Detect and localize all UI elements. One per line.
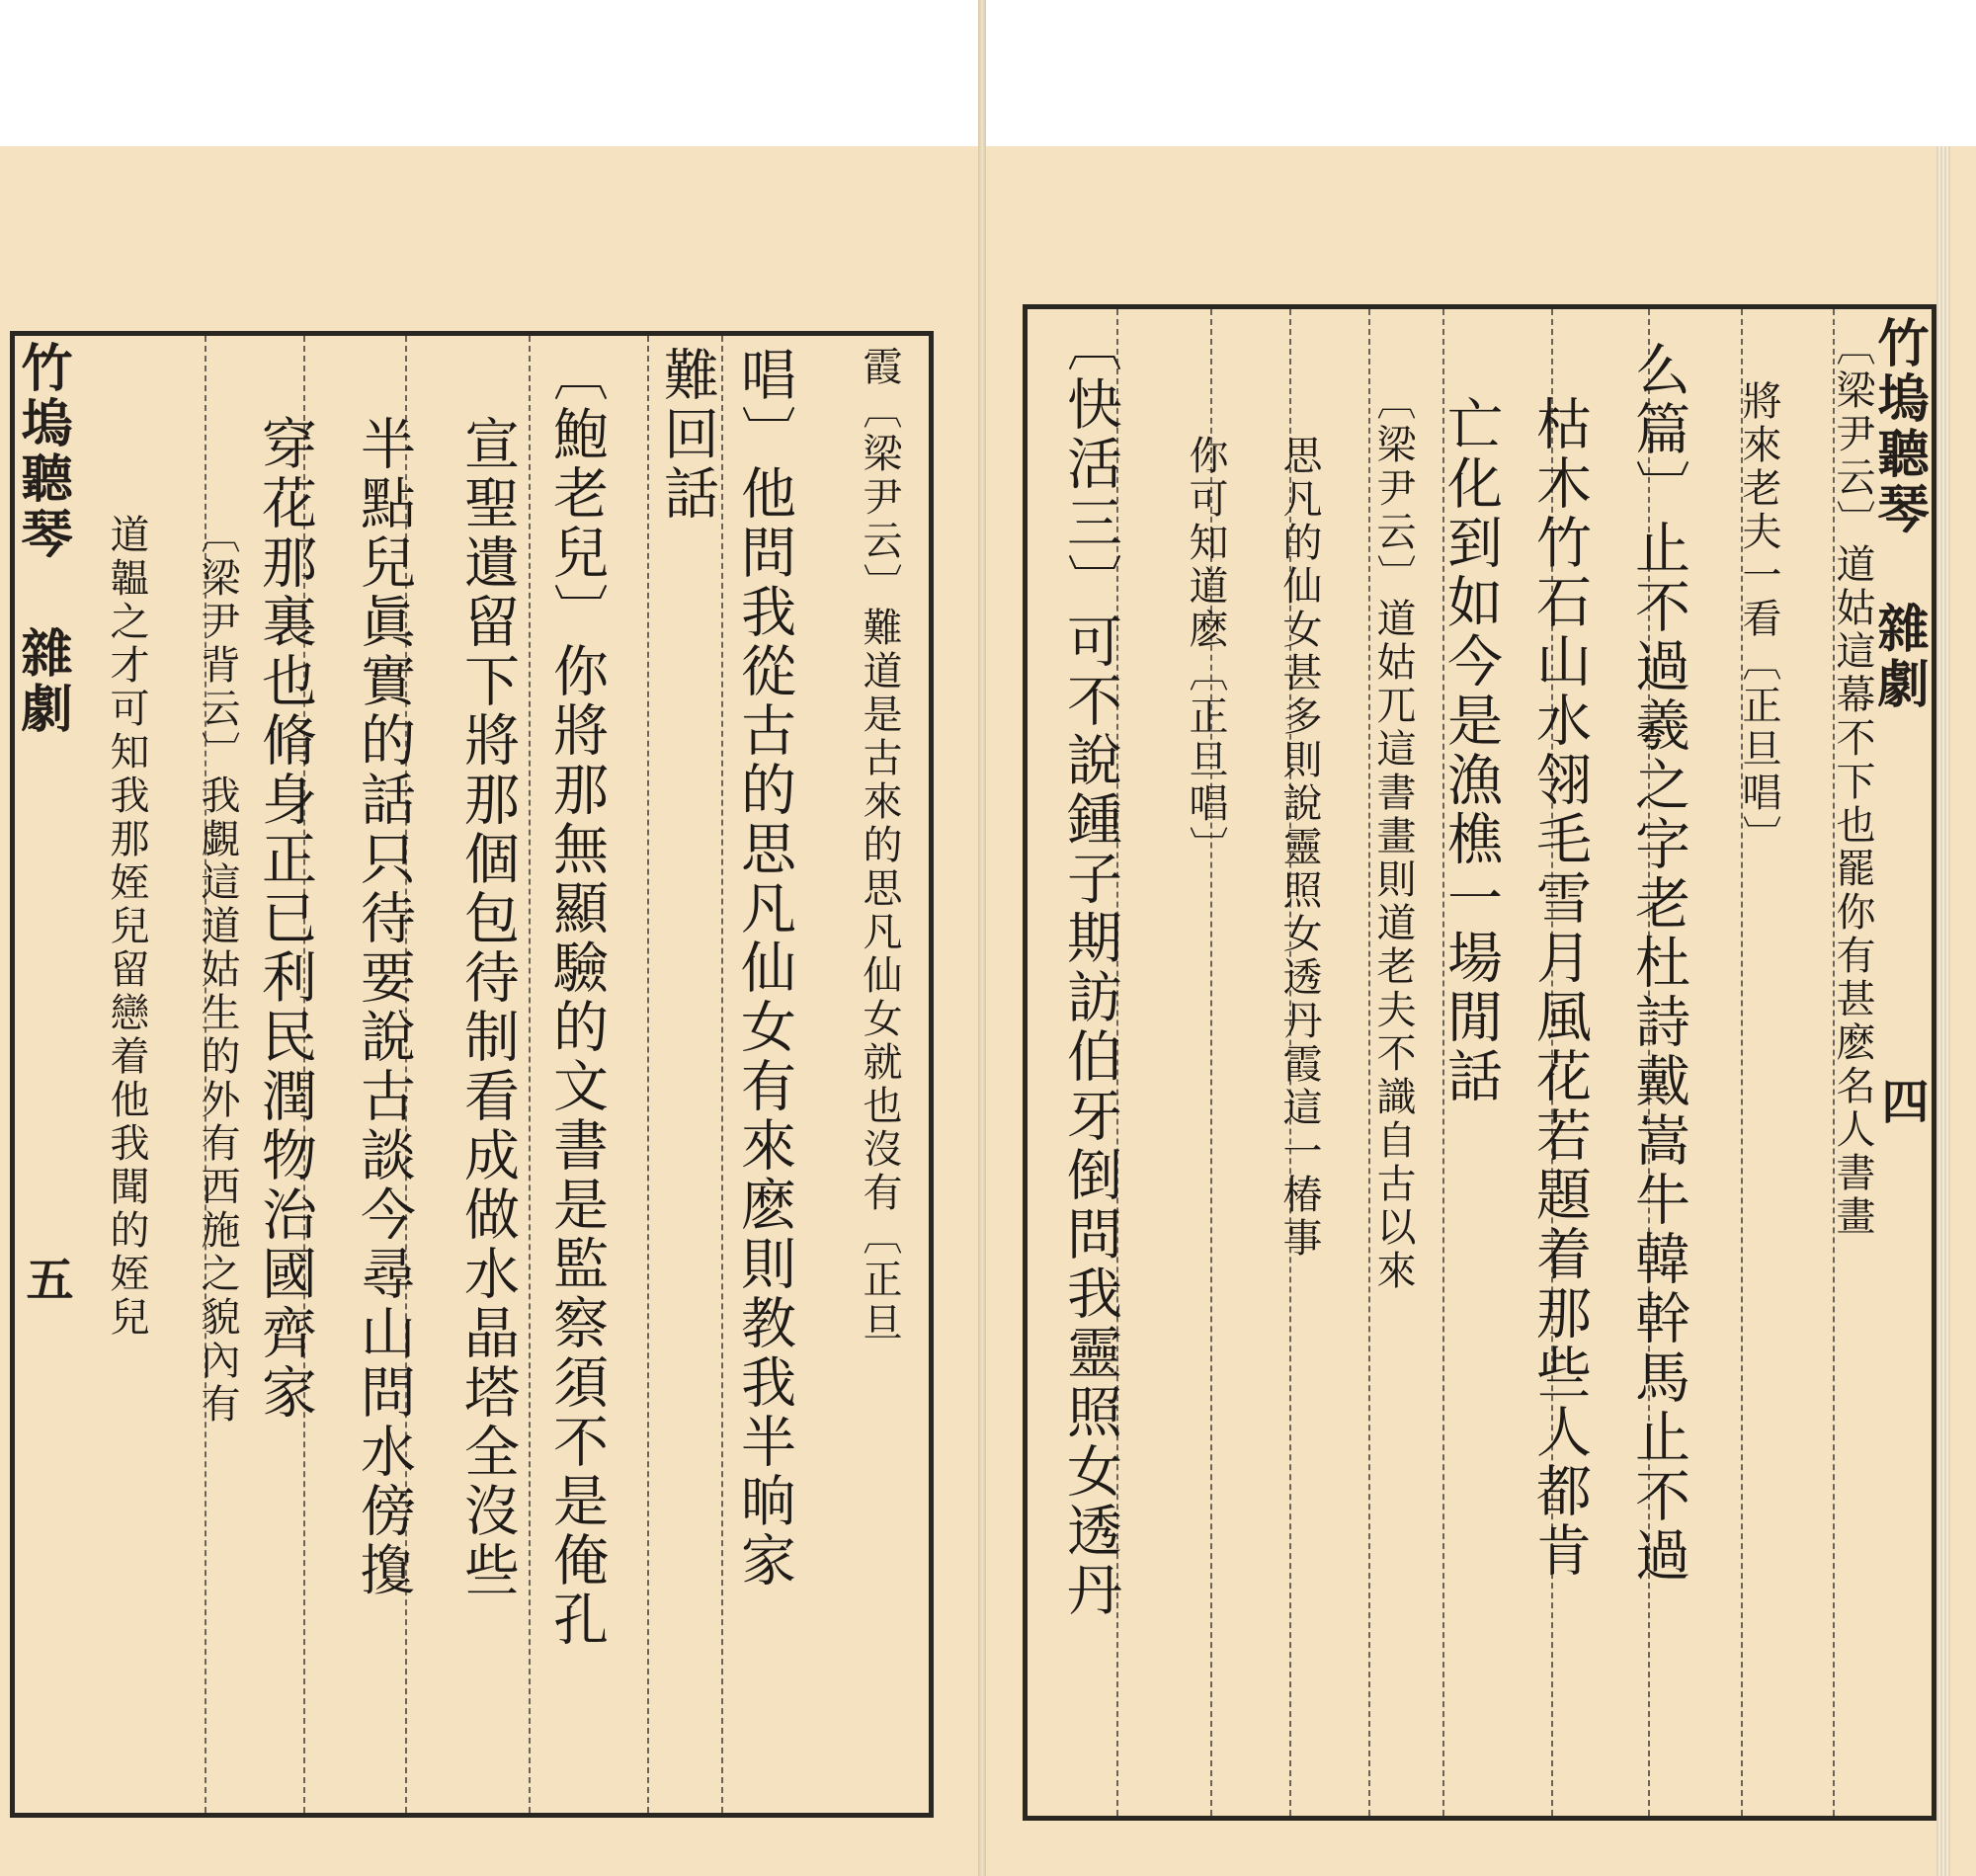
left-column-5: 宣聖遺留下將那個包待制看成做水晶塔全沒些 — [455, 415, 520, 1600]
right-folio-number: 四 — [1873, 1077, 1929, 1128]
right-column-6: 〔梁尹云〕道姑兀這書畫則道老夫不識自古以來 — [1370, 380, 1416, 1293]
right-column-4: 枯木竹石山水翎毛雪月風花若題着那些人都肯 — [1527, 395, 1592, 1581]
right-column-1: 〔梁尹云〕道姑這幕不下也罷你有甚麽名人書畫 — [1830, 326, 1875, 1239]
left-folio-number: 五 — [18, 1255, 73, 1306]
right-column-8: 你可知道麽〔正旦唱〕 — [1183, 435, 1228, 869]
left-column-9: 道韞之才可知我那姪兒留戀着他我聞的姪兒 — [104, 514, 149, 1340]
left-column-8: 〔梁尹背云〕我覷這道姑生的外有西施之貌內有 — [195, 514, 240, 1427]
right-column-5: 亡化到如今是漁樵一場閒話 — [1439, 395, 1503, 1106]
page-edge-right — [1936, 146, 1950, 1876]
left-column-7: 穿花那裏也脩身正已利民潤物治國齊家 — [253, 415, 317, 1423]
left-column-1: 霞〔梁尹云〕難道是古來的思凡仙女就也沒有〔正旦 — [857, 346, 902, 1346]
left-column-2: 唱〕他問我從古的思凡仙女有來麽則教我半晌家 — [732, 346, 796, 1591]
left-column-4: 〔鮑老兒〕你將那無顯驗的文書是監察須不是俺孔 — [544, 346, 609, 1650]
left-margin-label: 竹塢聽琴 雜劇 — [12, 341, 72, 737]
left-column-3: 難回話 — [655, 346, 719, 524]
right-column-9: 〔快活三〕可不說鍾子期訪伯牙倒問我靈照女透丹 — [1058, 316, 1122, 1620]
right-column-2: 將來老夫一看〔正旦唱〕 — [1736, 380, 1781, 858]
book-gutter — [978, 0, 986, 1876]
right-column-7: 思凡的仙女甚多則說靈照女透丹霞這一椿事 — [1276, 435, 1322, 1261]
right-margin-label: 竹塢聽琴 雜劇 — [1868, 316, 1929, 712]
left-column-6: 半點兒眞實的話只待要說古談今尋山問水傍𢷳 — [352, 415, 416, 1600]
right-column-3: 么篇〕止不過羲之字老杜詩戴嵩牛韓幹馬止不過 — [1626, 341, 1690, 1586]
